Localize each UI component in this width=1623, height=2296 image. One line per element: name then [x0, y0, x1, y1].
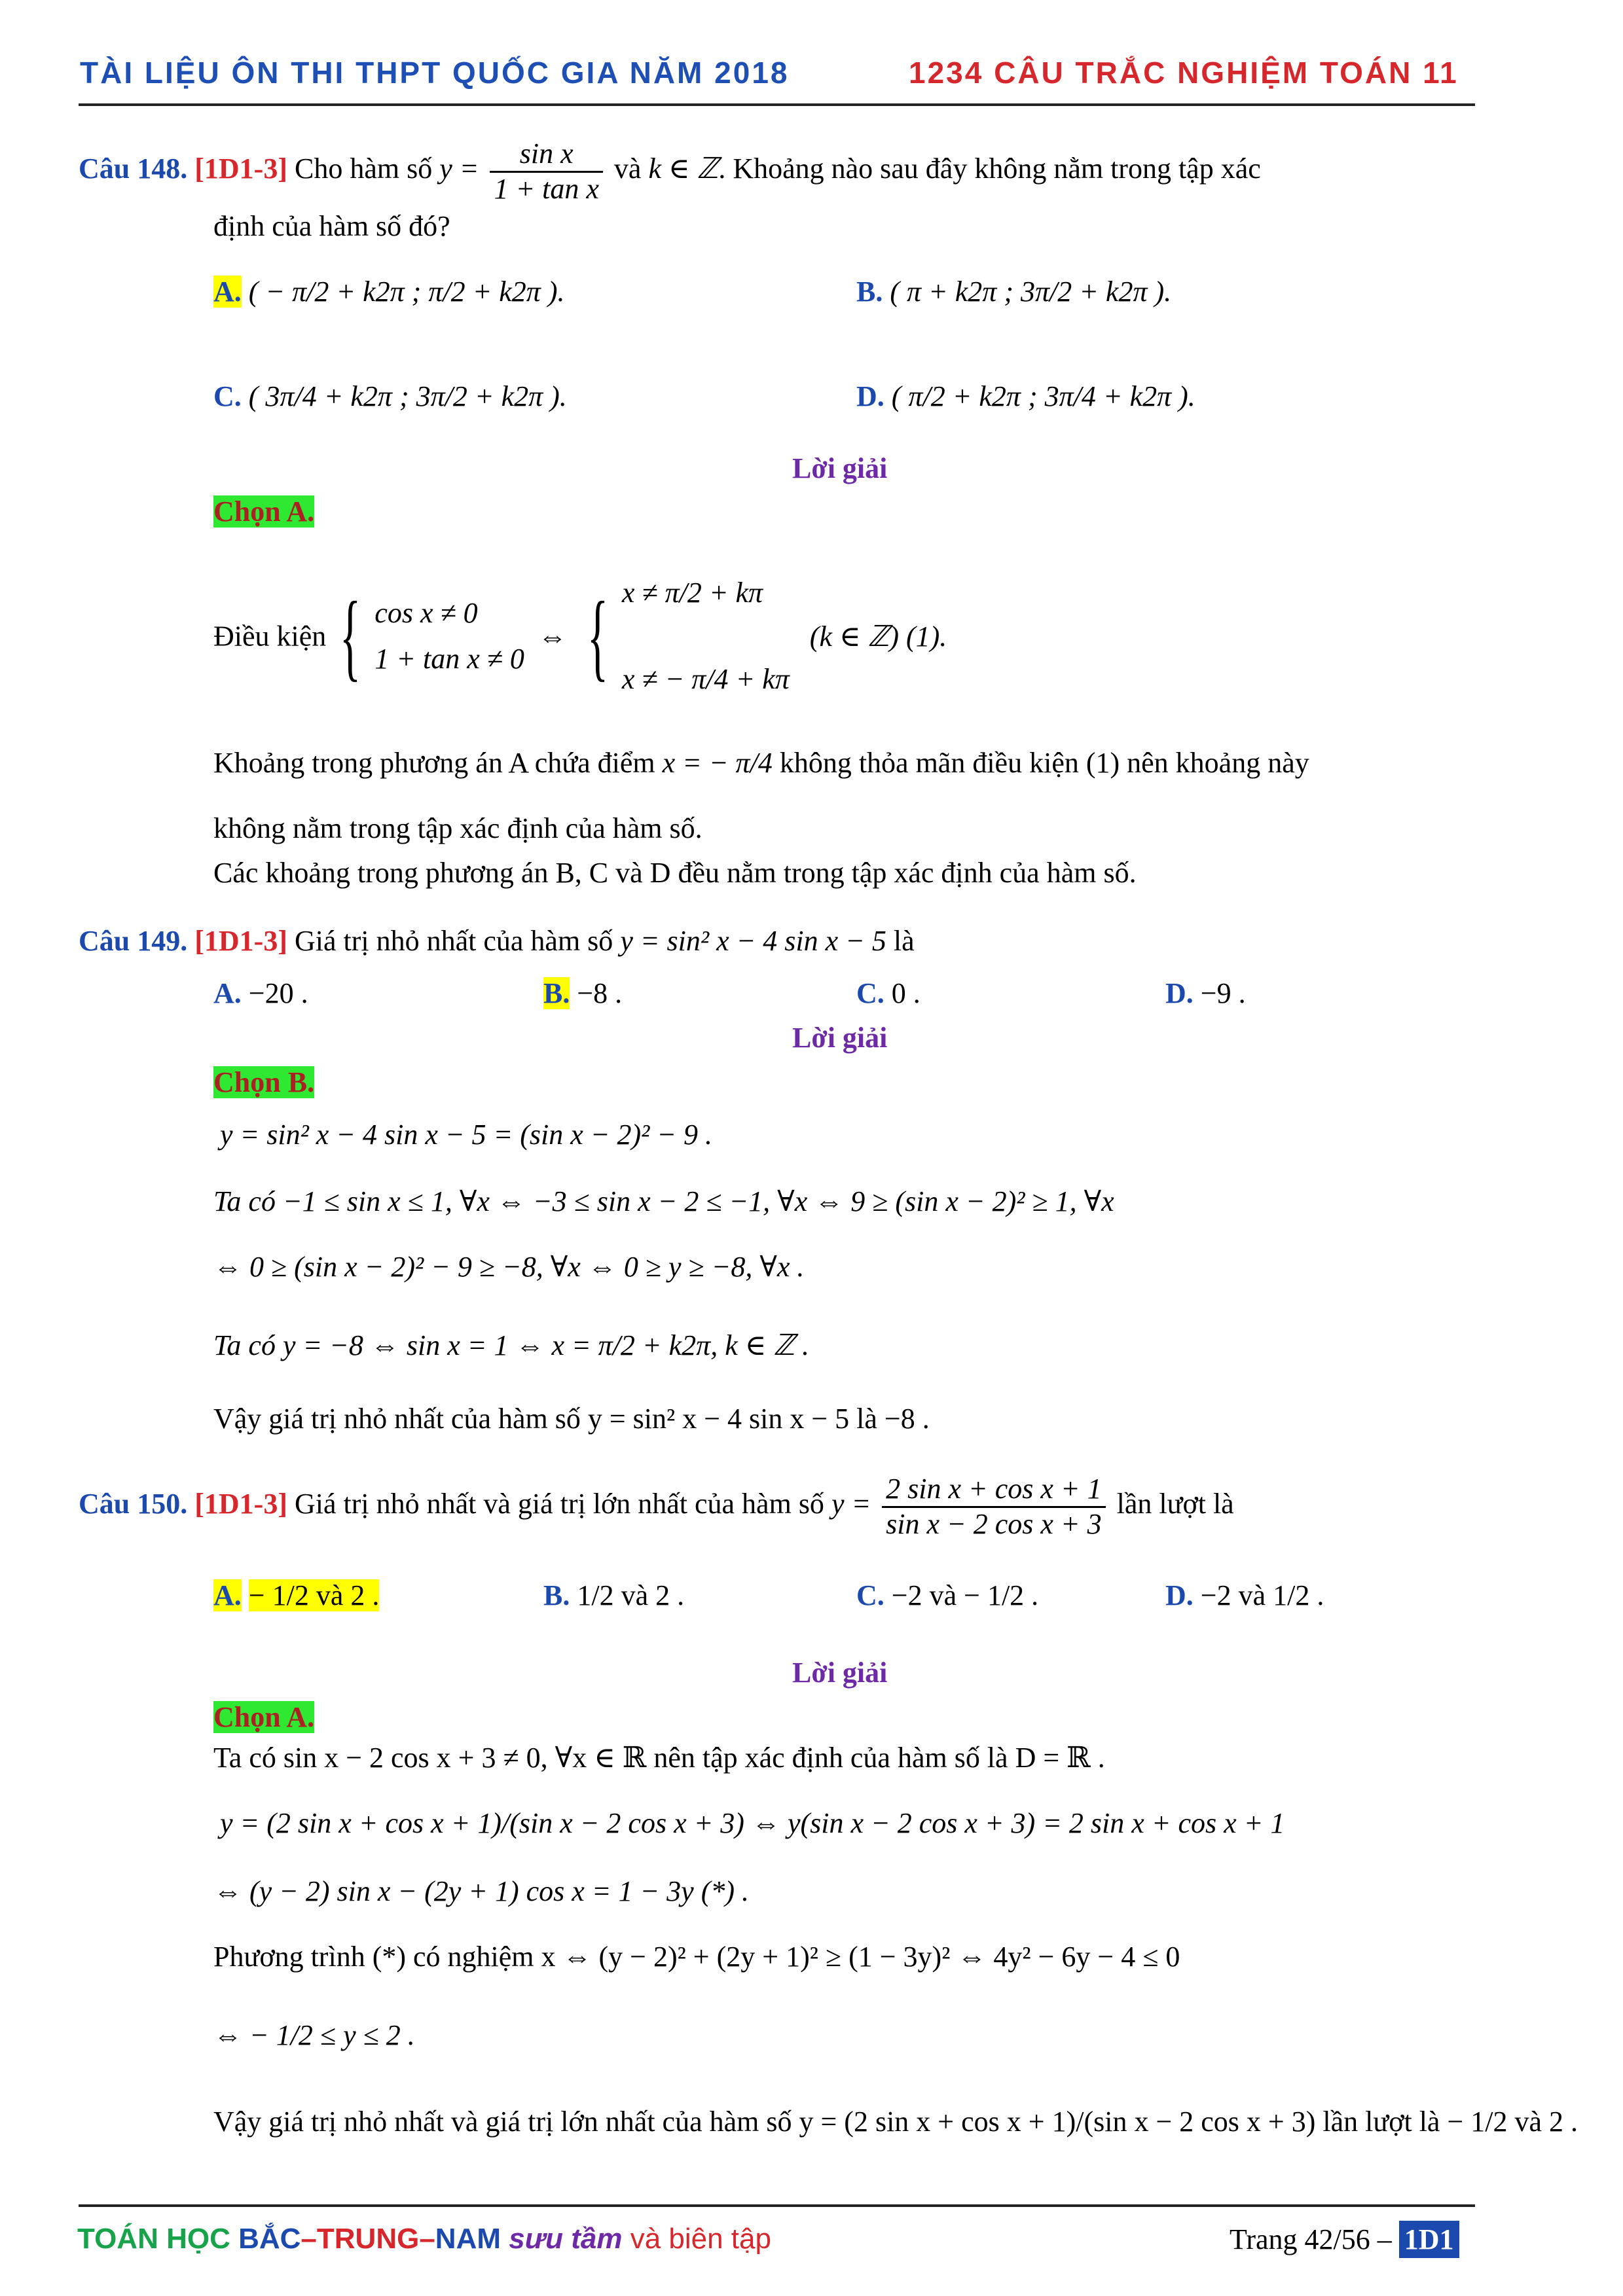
- condition-system: Điều kiện { cos x ≠ 0 1 + tan x ≠ 0 ⇔ { x ≠ π/2 + kπ x ≠ − π/4 + kπ (k ∈ ℤ) (1).: [213, 577, 947, 695]
- question-tag: [1D1-3]: [194, 152, 287, 185]
- stem-math: k ∈ ℤ: [648, 152, 719, 185]
- chosen-answer: Chọn B.: [213, 1066, 315, 1098]
- solution-step: y = (2 sin x + cos x + 1)/(sin x − 2 cos x + 3) ⇔ y(sin x − 2 cos x + 3) = 2 sin x + cos x + 1: [220, 1807, 1285, 1839]
- function-lhs: y =: [439, 152, 479, 185]
- condition-label: Điều kiện: [213, 620, 327, 653]
- question-149-stem: Câu 149. [1D1-3] Giá trị nhỏ nhất của hàm số y = sin² x − 4 sin x − 5 là: [79, 925, 915, 957]
- question-number: Câu 148.: [79, 152, 188, 185]
- chosen-answer: Chọn A.: [213, 1701, 315, 1733]
- option-d[interactable]: D. −9 .: [1165, 977, 1246, 1009]
- chapter-chip: 1D1: [1399, 2221, 1459, 2258]
- option-a[interactable]: A. ( − π/2 + k2π ; π/2 + k2π ).: [213, 276, 565, 308]
- option-c[interactable]: C. ( 3π/4 + k2π ; 3π/2 + k2π ).: [213, 380, 567, 412]
- option-b[interactable]: B. 1/2 và 2 .: [543, 1579, 685, 1611]
- option-d[interactable]: D. −2 và 1/2 .: [1165, 1579, 1324, 1611]
- option-c[interactable]: C. −2 và − 1/2 .: [856, 1579, 1039, 1611]
- solution-step: Ta có −1 ≤ sin x ≤ 1, ∀x ⇔ −3 ≤ sin x − 2 ≤ −1, ∀x ⇔ 9 ≥ (sin x − 2)² ≥ 1, ∀x: [213, 1185, 1114, 1217]
- solution-step: y = sin² x − 4 sin x − 5 = (sin x − 2)² − 9 .: [220, 1119, 712, 1151]
- function-fraction: $\frac{\text{sin x}}{\text{1 + tan x}}$: [490, 137, 602, 206]
- solution-step: Phương trình (*) có nghiệm x ⇔ (y − 2)² + (2y + 1)² ≥ (1 − 3y)² ⇔ 4y² − 6y − 4 ≤ 0: [213, 1941, 1180, 1973]
- question-150-stem: Câu 150. [1D1-3] Giá trị nhỏ nhất và giá trị lớn nhất của hàm số y = $\frac{\text{2 sin x + cos x + 1}}{\text{sin x − 2 cos x + 3}}$ lần lượt là: [79, 1473, 1234, 1540]
- solution-heading: Lời giải: [792, 452, 888, 484]
- footer-credit: TOÁN HỌC BẮC–TRUNG–NAM sưu tầm và biên tập: [77, 2223, 771, 2255]
- solution-step: ⇔ − 1/2 ≤ y ≤ 2 .: [213, 2019, 415, 2051]
- solution-heading: Lời giải: [792, 1022, 888, 1054]
- option-d[interactable]: D. ( π/2 + k2π ; 3π/4 + k2π ).: [856, 380, 1195, 412]
- stem-text: và: [613, 152, 642, 185]
- stem-text: Cho hàm số: [294, 152, 433, 185]
- question-148-stem: [79, 137, 1261, 206]
- solution-step: Ta có sin x − 2 cos x + 3 ≠ 0, ∀x ∈ ℝ nên tập xác định của hàm số là D = ℝ .: [213, 1742, 1105, 1774]
- solution-line-3: Các khoảng trong phương án B, C và D đều nằm trong tập xác định của hàm số.: [213, 857, 1137, 889]
- question-148-stem-cont: định của hàm số đó?: [213, 210, 450, 242]
- solution-heading: Lời giải: [792, 1657, 888, 1689]
- stem-text: . Khoảng nào sau đây không nằm trong tập xác: [718, 152, 1261, 185]
- option-a[interactable]: A. −20 .: [213, 977, 308, 1009]
- solution-conclusion: Vậy giá trị nhỏ nhất và giá trị lớn nhất của hàm số y = (2 sin x + cos x + 1)/(sin x − 2 cos x + 3) lần lượt là − 1/2 và 2 .: [213, 2106, 1578, 2138]
- solution-step: Ta có y = −8 ⇔ sin x = 1 ⇔ x = π/2 + k2π, k ∈ ℤ .: [213, 1329, 810, 1361]
- solution-conclusion: Vậy giá trị nhỏ nhất của hàm số y = sin² x − 4 sin x − 5 là −8 .: [213, 1403, 930, 1435]
- solution-line-1: Khoảng trong phương án A chứa điểm x = − π/4 không thỏa mãn điều kiện (1) nên khoảng này: [213, 747, 1309, 779]
- solution-step: ⇔ (y − 2) sin x − (2y + 1) cos x = 1 − 3y (*) .: [213, 1875, 750, 1907]
- header-rule: [79, 103, 1475, 106]
- page-number: Trang 42/56 – 1D1: [1230, 2223, 1459, 2256]
- solution-line-2: không nằm trong tập xác định của hàm số.: [213, 812, 702, 844]
- footer-rule: [79, 2204, 1475, 2207]
- option-c[interactable]: C. 0 .: [856, 977, 921, 1009]
- header-left-title: TÀI LIỆU ÔN THI THPT QUỐC GIA NĂM 2018: [80, 56, 790, 90]
- solution-step: ⇔ 0 ≥ (sin x − 2)² − 9 ≥ −8, ∀x ⇔ 0 ≥ y ≥ −8, ∀x .: [213, 1251, 805, 1283]
- option-b[interactable]: B. ( π + k2π ; 3π/2 + k2π ).: [856, 276, 1172, 308]
- header-right-title: 1234 CÂU TRẮC NGHIỆM TOÁN 11: [909, 56, 1459, 90]
- option-a[interactable]: A. − 1/2 và 2 .: [213, 1579, 380, 1611]
- chosen-answer: Chọn A.: [213, 495, 315, 528]
- option-b[interactable]: B. −8 .: [543, 977, 623, 1009]
